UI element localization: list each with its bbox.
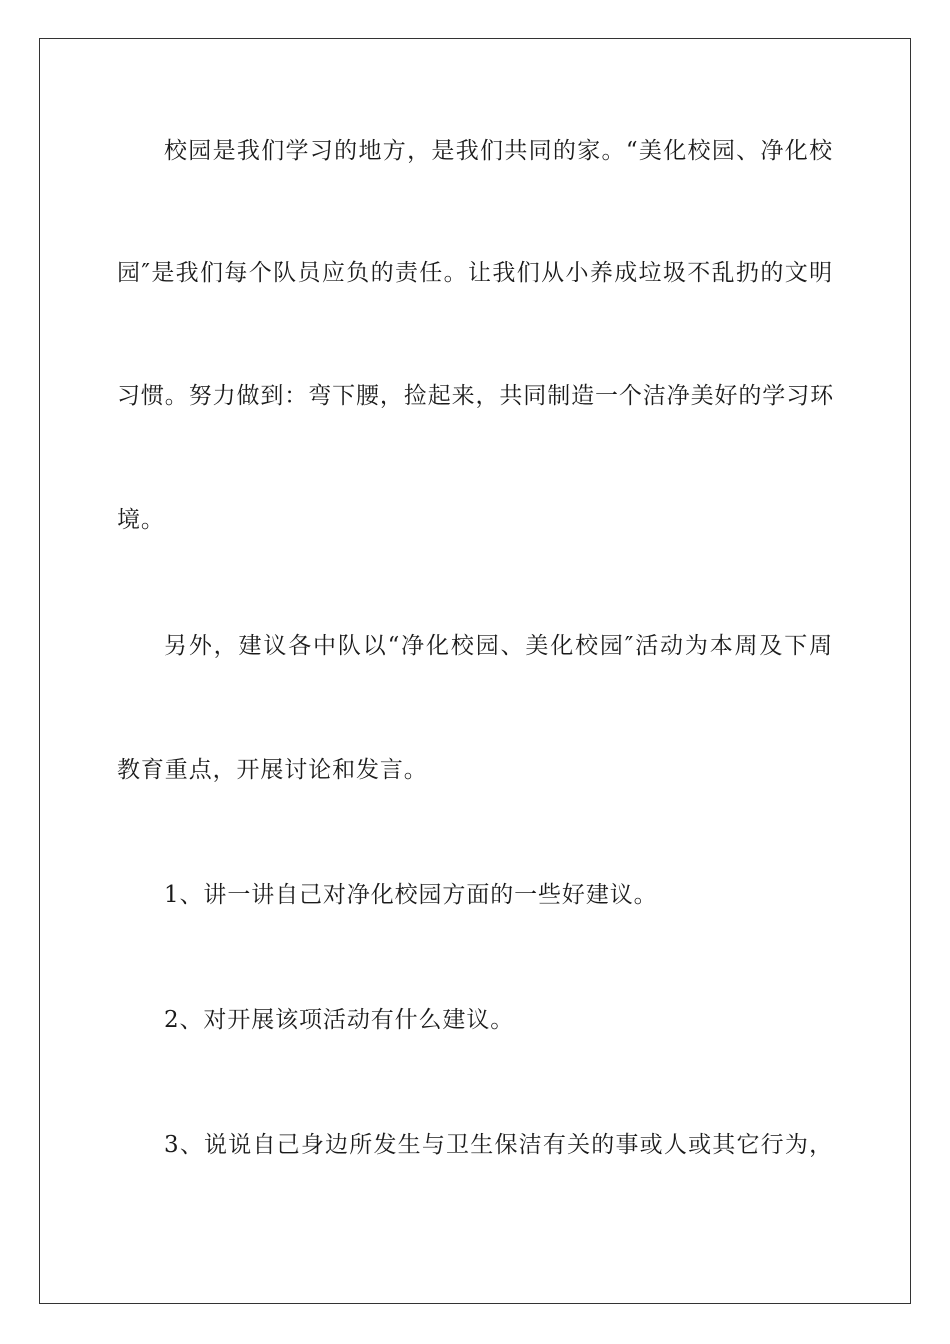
paragraph-1-line-2: 园″是我们每个队员应负的责任。让我们从小养成垃圾不乱扔的文明 xyxy=(117,260,833,286)
paragraph-1-line-3: 习惯。努力做到：弯下腰，捡起来，共同制造一个洁净美好的学习环 xyxy=(117,383,834,409)
paragraph-1-line-4: 境。 xyxy=(117,507,165,533)
paragraph-2-line-2: 教育重点，开展讨论和发言。 xyxy=(117,757,428,783)
list-item-2: 2、对开展该项活动有什么建议。 xyxy=(164,1007,515,1033)
list-item-1: 1、讲一讲自己对净化校园方面的一些好建议。 xyxy=(164,882,658,908)
paragraph-1-line-1: 校园是我们学习的地方，是我们共同的家。“美化校园、净化校 xyxy=(164,138,833,164)
list-item-3: 3、说说自己身边所发生与卫生保洁有关的事或人或其它行为， xyxy=(164,1132,833,1158)
page-frame xyxy=(39,38,911,1304)
paragraph-2-line-1: 另外，建议各中队以“净化校园、美化校园″活动为本周及下周 xyxy=(164,633,833,659)
